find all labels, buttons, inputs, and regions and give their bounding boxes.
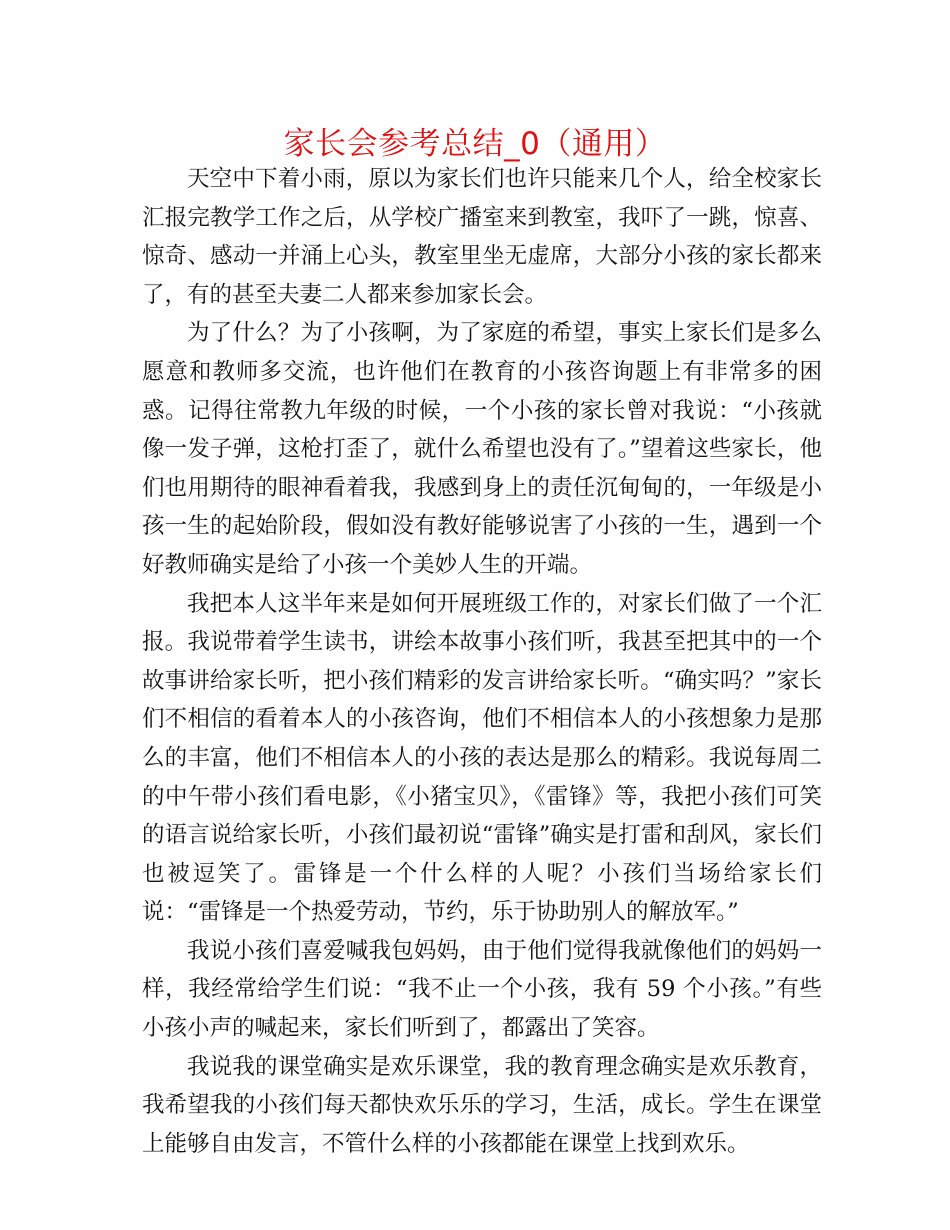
paragraph-3: 我把本人这半年来是如何开展班级工作的，对家长们做了一个汇报。我说带着学生读书，讲绘本故事小孩们听，我甚至把其中的一个故事讲给家长听，把小孩们精彩的发言讲给家长听。“确实吗？”家长们不相信的看着本人的小孩咨询，他们不相信本人的小孩想象力是那么的丰富，他们不相信本人的小孩的表达是那么的精彩。我说每周二的中午带小孩们看电影，《小猪宝贝》，《雷锋》等，我把小孩们可笑的语言说给家长听，小孩们最初说“雷锋”确实是打雷和刮风，家长们也被逗笑了。雷锋是一个什么样的人呢？小孩们当场给家长们说：“雷锋是一个热爱劳动，节约，乐于协助别人的解放军。” [142,590,822,926]
document-body [142,160,822,1163]
paragraph-2: 为了什么？为了小孩啊，为了家庭的希望，事实上家长们是多么愿意和教师多交流，也许他们在教育的小孩咨询题上有非常多的困惑。记得往常教九年级的时候，一个小孩的家长曾对我说：“小孩就像一发子弹，这枪打歪了，就什么希望也没有了。”望着这些家长，他们也用期待的眼神看着我，我感到身上的责任沉甸甸的，一年级是小孩一生的起始阶段，假如没有教好能够说害了小孩的一生，遇到一个好教师确实是给了小孩一个美妙人生的开端。 [142,320,822,578]
paragraph-1: 天空中下着小雨，原以为家长们也许只能来几个人，给全校家长汇报完教学工作之后，从学校广播室来到教室，我吓了一跳，惊喜、惊奇、感动一并涌上心头，教室里坐无虚席，大部分小孩的家长都来了，有的甚至夫妻二人都来参加家长会。 [142,166,822,308]
paragraph-4: 我说小孩们喜爱喊我包妈妈，由于他们觉得我就像他们的妈妈一样，我经常给学生们说：“我不止一个小孩，我有 59 个小孩。”有些小孩小声的喊起来，家长们听到了，都露出了笑容。 [142,937,822,1042]
paragraph-5: 我说我的课堂确实是欢乐课堂，我的教育理念确实是欢乐教育，我希望我的小孩们每天都快欢乐乐的学习，生活，成长。学生在课堂上能够自由发言，不管什么样的小孩都能在课堂上找到欢乐。 [142,1053,822,1157]
document-title: 家长会参考总结_0（通用） [283,126,667,162]
